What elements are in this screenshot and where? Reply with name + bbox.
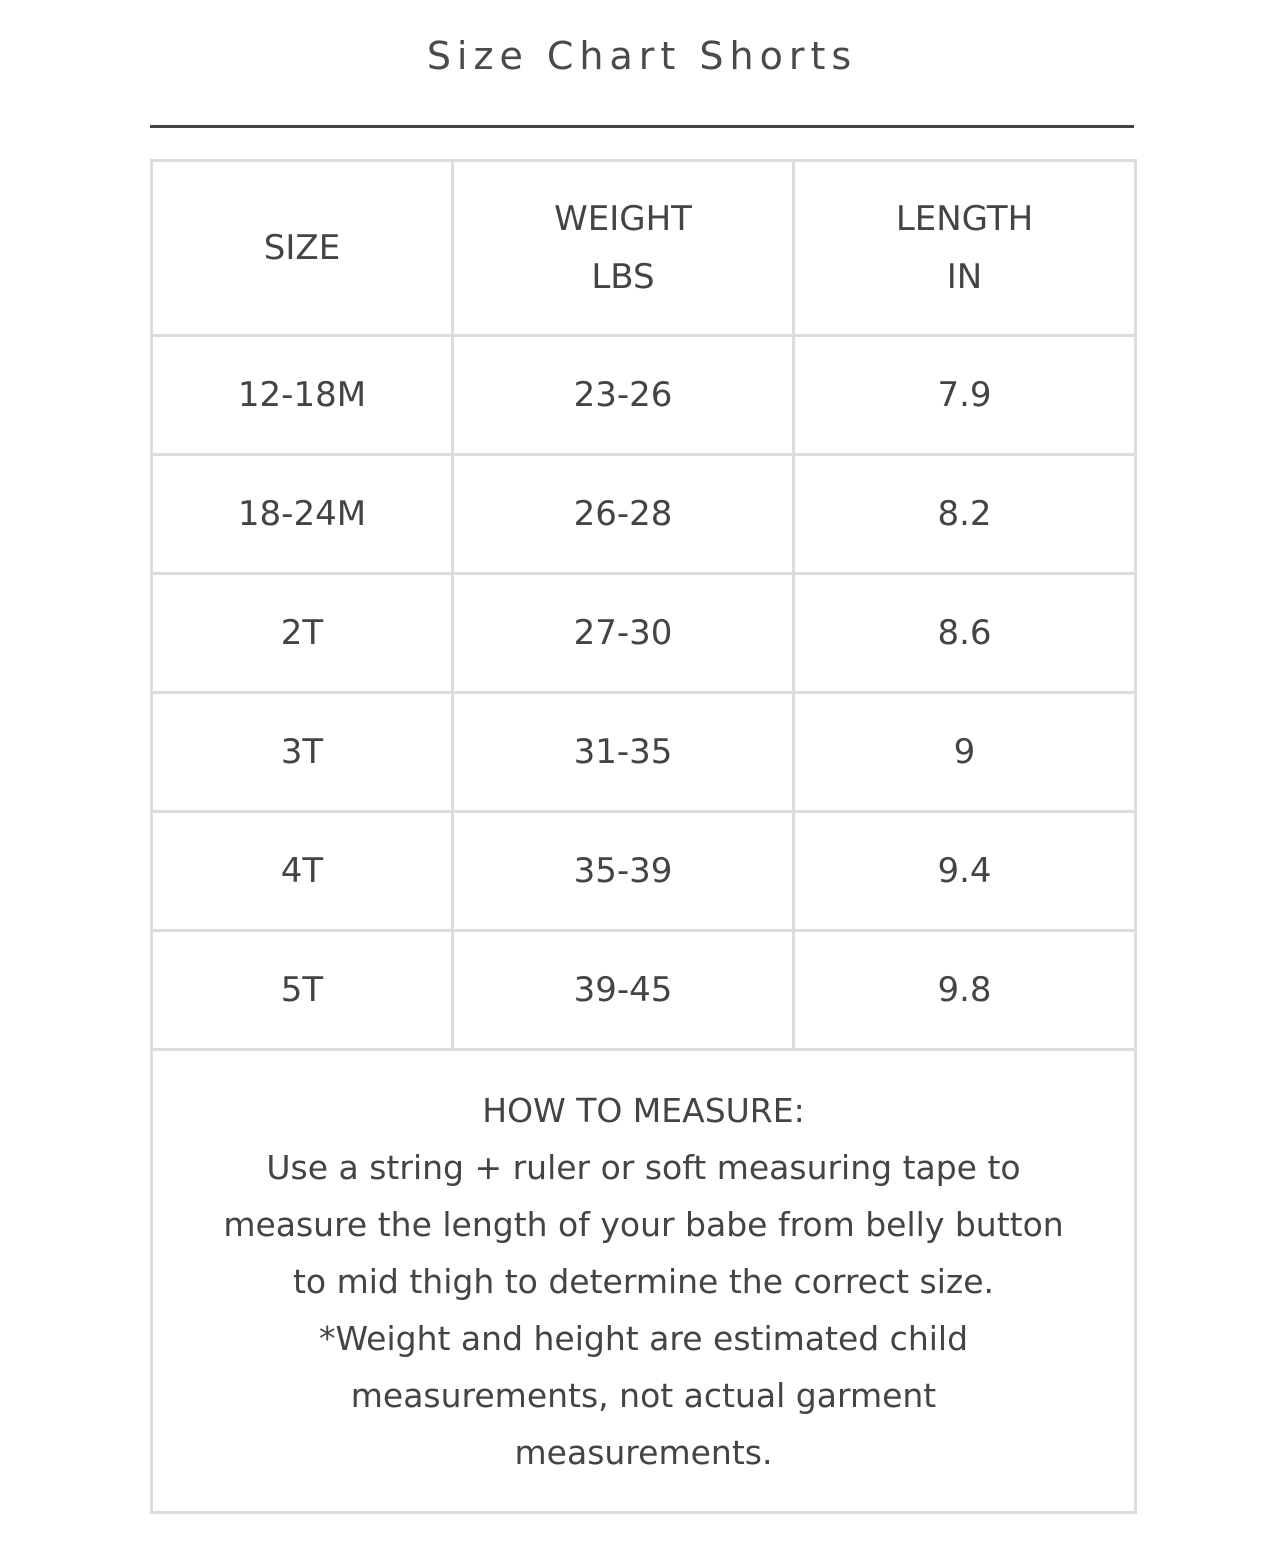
cell-size: 12-18M bbox=[152, 336, 453, 455]
size-chart-table bbox=[150, 159, 1137, 1514]
header-weight bbox=[453, 161, 794, 336]
measure-note-line: measurements. bbox=[514, 1432, 773, 1472]
title-divider bbox=[150, 125, 1134, 128]
cell-weight: 27-30 bbox=[453, 574, 794, 693]
cell-weight: 31-35 bbox=[453, 693, 794, 812]
cell-size: 18-24M bbox=[152, 455, 453, 574]
cell-length: 9 bbox=[794, 693, 1136, 812]
cell-length: 8.2 bbox=[794, 455, 1136, 574]
cell-size: 5T bbox=[152, 931, 453, 1050]
cell-length: 8.6 bbox=[794, 574, 1136, 693]
measure-note-heading: HOW TO MEASURE: bbox=[482, 1090, 805, 1130]
cell-weight: 39-45 bbox=[453, 931, 794, 1050]
table-row bbox=[152, 931, 1136, 1050]
measure-note-line: Use a string + ruler or soft measuring tape to bbox=[266, 1147, 1021, 1187]
table-row bbox=[152, 336, 1136, 455]
measure-note-line: measure the length of your babe from belly button bbox=[223, 1204, 1064, 1244]
header-length-label: LENGTH bbox=[895, 199, 1034, 239]
cell-weight: 26-28 bbox=[453, 455, 794, 574]
page-title: Size Chart Shorts bbox=[426, 34, 858, 78]
header-weight-label: WEIGHT bbox=[554, 199, 692, 239]
header-size bbox=[152, 161, 453, 336]
header-length-unit: IN bbox=[946, 257, 983, 297]
cell-weight: 35-39 bbox=[453, 812, 794, 931]
measure-note-row bbox=[152, 1050, 1136, 1513]
measure-note-line: to mid thigh to determine the correct size. bbox=[292, 1261, 995, 1301]
table-row bbox=[152, 574, 1136, 693]
table-row bbox=[152, 455, 1136, 574]
table-header-row bbox=[152, 161, 1136, 336]
cell-size: 4T bbox=[152, 812, 453, 931]
measure-note-line: measurements, not actual garment bbox=[350, 1375, 937, 1415]
cell-size: 3T bbox=[152, 693, 453, 812]
measure-note-line: *Weight and height are estimated child bbox=[318, 1318, 969, 1358]
cell-length: 9.4 bbox=[794, 812, 1136, 931]
cell-size: 2T bbox=[152, 574, 453, 693]
cell-length: 7.9 bbox=[794, 336, 1136, 455]
cell-length: 9.8 bbox=[794, 931, 1136, 1050]
header-size-label: SIZE bbox=[263, 228, 341, 268]
table-row bbox=[152, 812, 1136, 931]
cell-weight: 23-26 bbox=[453, 336, 794, 455]
measure-note bbox=[152, 1050, 1136, 1513]
table-row bbox=[152, 693, 1136, 812]
header-weight-unit: LBS bbox=[591, 257, 655, 297]
header-length bbox=[794, 161, 1136, 336]
